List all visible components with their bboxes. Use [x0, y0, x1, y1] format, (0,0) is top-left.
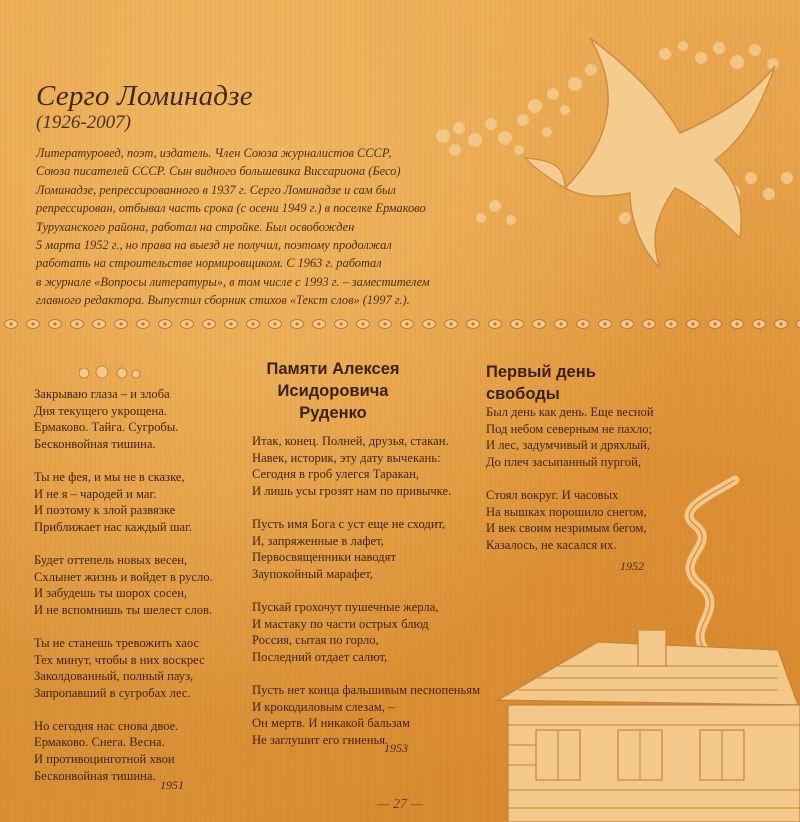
poem-title — [486, 361, 596, 405]
stanza — [34, 718, 213, 784]
poem-line: Бесконвойная тишина. — [34, 436, 156, 451]
stanza — [34, 469, 213, 535]
bird-carving-icon — [415, 28, 800, 278]
poem-line: И противоцинготной хвои — [34, 752, 175, 767]
poem-date: 1952 — [620, 559, 644, 573]
stanza — [486, 487, 654, 553]
stanza — [34, 552, 213, 618]
stanza — [252, 599, 480, 665]
poem-line: Схлынет жизнь и войдет в русло. — [34, 569, 213, 584]
bio-line: Туруханского района, работал на стройке. Был освобожден — [36, 219, 355, 234]
stanza — [252, 516, 480, 582]
poem-title-line: Руденко — [299, 404, 367, 422]
poem-title-line: Исидоровича — [277, 382, 389, 400]
poem-line: На вышках порошило снегом, — [486, 504, 647, 519]
poem-line: Под небом северным не пахло; — [486, 421, 653, 436]
poem-title-line: Памяти Алексея — [266, 360, 400, 378]
poem-line: Пускай грохочут пушечные жерла, — [252, 599, 439, 614]
page-number: — 27 — — [377, 797, 423, 812]
poem-line: И крокодиловым слезам, – — [252, 699, 395, 714]
poem-line: И не я – чародей и маг. — [34, 486, 157, 501]
poem-line: И лишь усы грозят нам по привычке. — [252, 483, 452, 498]
poem-line: Закрываю глаза – и злоба — [34, 387, 170, 401]
poem-line: Пусть имя Бога с уст еще не сходит, — [252, 516, 446, 531]
author-biography — [36, 144, 456, 310]
stanza — [34, 386, 213, 452]
poem-line: Пусть нет конца фальшивым песнопеньям — [252, 682, 481, 697]
flower-cluster-icon — [74, 364, 144, 382]
poem-line: И мастаку по части острых блюд — [252, 616, 429, 631]
divider-ornament-icon — [0, 313, 800, 335]
poem-line: До плеч засыпанный пургой, — [486, 454, 641, 469]
poem-line: Заколдованный, полный пауз, — [34, 669, 194, 684]
poem-line: Не заглушит его гниенья. — [252, 732, 389, 747]
poem-line: Приближает нас каждый шаг. — [34, 519, 193, 534]
poem-line: И, запряженные в лафет, — [252, 533, 384, 548]
bio-line: Ломинадзе, репрессированного в 1937 г. Серго Ломинадзе и сам был — [36, 182, 396, 197]
bio-line: работать на строительстве нормировщиком. С 1963 г. работал — [36, 256, 382, 271]
poem-line: И век своим незримым бегом, — [486, 521, 647, 536]
poem-line: Бесконвойная тишина. — [34, 768, 156, 783]
bio-line: репрессирован, отбывал часть срока (с осени 1949 г.) в поселке Ермаково — [36, 201, 426, 216]
poem-date: 1953 — [384, 741, 408, 755]
poem-line: Дня текущего укрощена. — [34, 403, 167, 418]
bio-line: в журнале «Вопросы литературы», в том числе с 1993 г. – заместителем — [36, 274, 430, 289]
author-name: Серго Ломинадзе — [36, 80, 253, 112]
poem-line: Сегодня в гроб улегся Таракан, — [252, 467, 420, 482]
poem-line: Запропавший в сугробах лес. — [34, 685, 191, 700]
poem-line: Последний отдает салют, — [252, 649, 388, 664]
log-house-carving-icon — [478, 630, 800, 822]
poem-line: Но сегодня нас снова двое. — [34, 718, 179, 733]
poem-line: И не вспомнишь ты шелест слов. — [34, 602, 213, 617]
poem-rudenko — [252, 433, 480, 748]
bio-line: главного редактора. Выпустил сборник стихов «Текст слов» (1997 г.). — [36, 293, 410, 308]
poem-title-line: Первый день — [486, 363, 596, 381]
bio-line: Союза писателей СССР. Сын видного большевика Виссариона (Бесо) — [36, 164, 401, 179]
poem-line: Был день как день. Еще весной — [486, 405, 654, 419]
poem-line: Тех минут, чтобы в них воскрес — [34, 652, 205, 667]
poem-line: Стоял вокруг. И часовых — [486, 487, 619, 502]
bio-line: 5 марта 1952 г., но права на выезд не получил, поэтому продолжал — [36, 238, 392, 253]
stanza — [486, 404, 654, 470]
poem-date: 1951 — [160, 778, 184, 792]
poem-line: Ермаково. Снега. Весна. — [34, 735, 165, 750]
poem-line: Будет оттепель новых весен, — [34, 552, 188, 567]
poem-ermakovo — [34, 386, 213, 784]
poem-line: Заупокойный марафет, — [252, 566, 374, 581]
poem-line: Навек, историк, эту дату вычекань: — [252, 450, 441, 465]
poem-line: Ты не фея, и мы не в сказке, — [34, 469, 185, 484]
poem-line: И поэтому к злой развязке — [34, 503, 176, 518]
author-years: (1926-2007) — [36, 112, 131, 133]
poem-line: Россия, сытая по горло, — [252, 633, 379, 648]
poem-line: Он мертв. И никакой бальзам — [252, 716, 410, 731]
poem-line: Казалось, не касался их. — [486, 537, 617, 552]
bio-line: Литературовед, поэт, издатель. Член Союза журналистов СССР, — [36, 146, 392, 160]
poem-line: Ты не станешь тревожить хаос — [34, 635, 200, 650]
poem-title-line: свободы — [486, 385, 560, 403]
stanza — [34, 635, 213, 701]
poem-line: Первосвященники наводят — [252, 550, 396, 565]
poem-first-day-of-freedom — [486, 404, 654, 553]
poem-line: И лес, задумчивый и дряхлый, — [486, 438, 651, 453]
poem-line: И забудешь ты шорох сосен, — [34, 586, 188, 601]
poem-line: Итак, конец. Полней, друзья, стакан. — [252, 434, 449, 448]
poem-title — [250, 358, 416, 424]
stanza — [252, 433, 480, 499]
stanza — [252, 682, 480, 748]
poem-line: Ермаково. Тайга. Сугробы. — [34, 420, 179, 435]
